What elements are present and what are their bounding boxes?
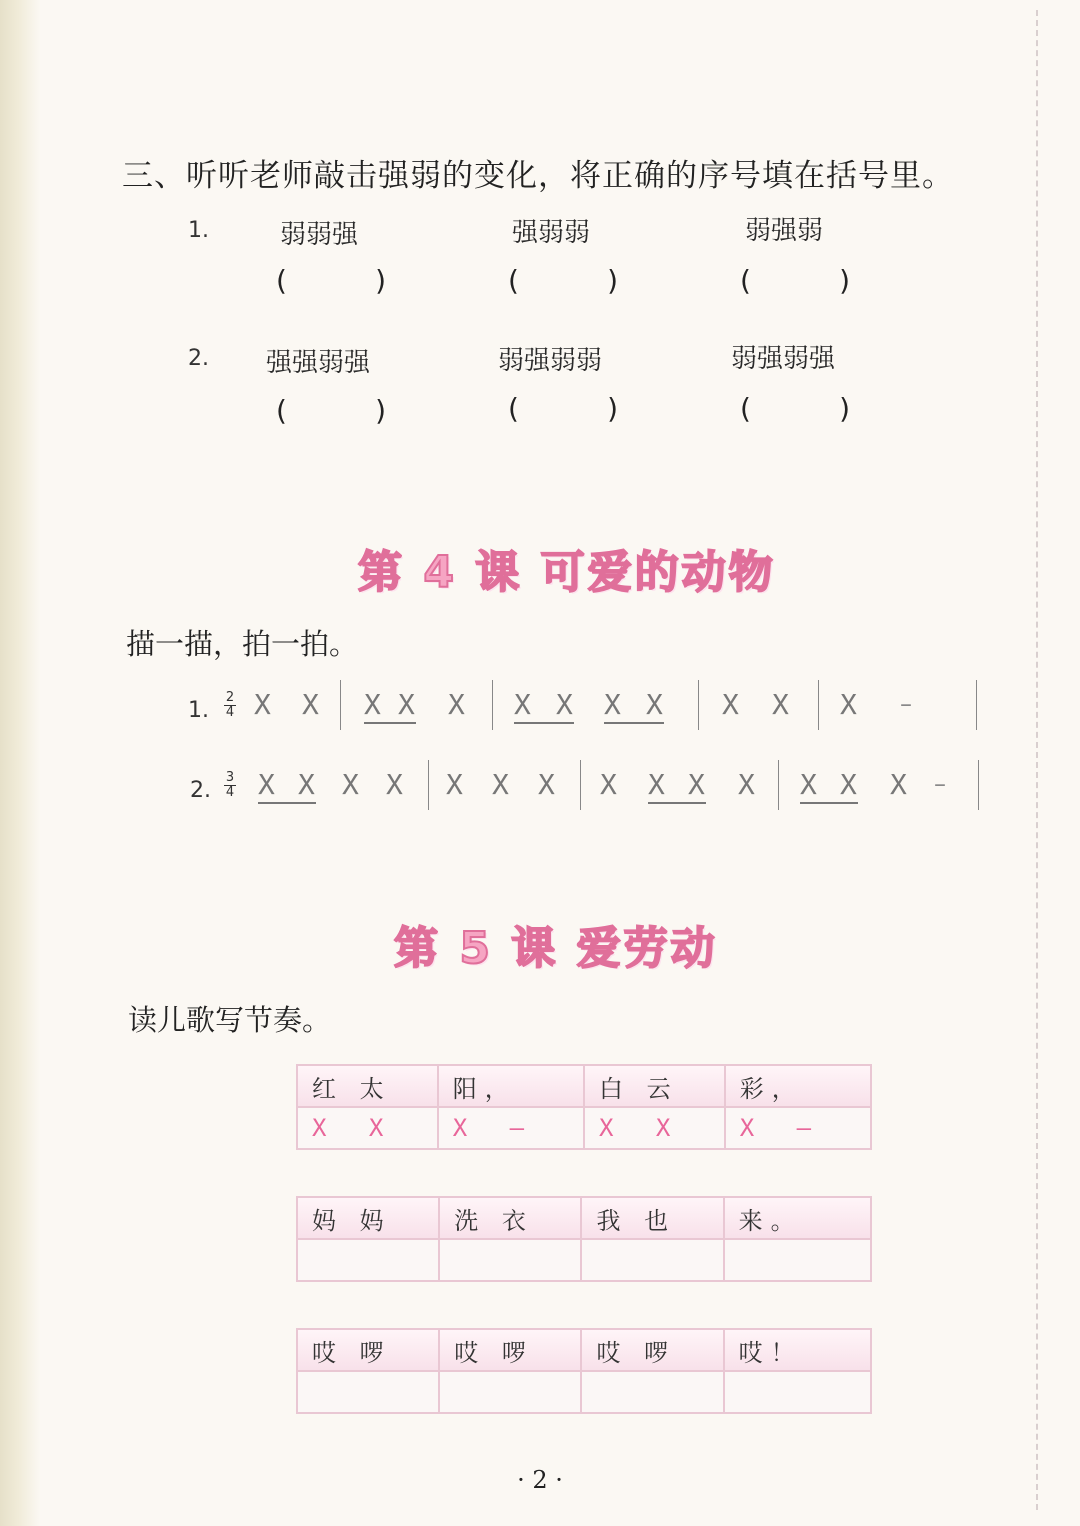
lyric-cell: 红 太 [297,1065,438,1107]
instruction: 描一描，拍一拍。 [126,627,359,661]
barline [978,760,979,810]
rhythm-note: X [556,688,573,721]
barline [976,680,977,730]
answer-blank[interactable]: ( ) [508,264,618,297]
answer-blank[interactable]: ( ) [740,264,850,297]
lyrics-rhythm-table [296,1196,872,1282]
rhythm-note: X [772,688,789,721]
beam [800,802,858,804]
lyric-cell: 来。 [724,1197,871,1239]
barline [340,680,341,730]
rhythm-note: X [604,688,621,721]
instruction: 读儿歌写节奏。 [128,1003,332,1037]
beam [604,722,664,724]
choice-text: 弱弱强 [280,220,359,250]
beam [514,722,574,724]
barline [428,760,429,810]
page-number: · 2 · [517,1466,563,1494]
rhythm-cell: X – [725,1107,871,1149]
rhythm-note: X [600,768,617,801]
time-signature: 3 4 [225,770,235,800]
rhythm-note: X [648,768,665,801]
beam [364,722,416,724]
hold-dash: – [900,690,912,718]
rhythm-note: X [492,768,509,801]
answer-blank[interactable]: ( ) [508,392,618,425]
rhythm-note: X [298,768,315,801]
rhythm-row-number: 2. [190,778,211,803]
rhythm-answer-cell[interactable] [439,1239,581,1281]
page-binding-edge [0,0,40,1526]
rhythm-answer-cell[interactable] [581,1239,723,1281]
lyrics-rhythm-table [296,1328,872,1414]
time-signature: 2 4 [225,690,235,720]
rhythm-cell: X X [584,1107,725,1149]
rhythm-note: X [800,768,817,801]
lyric-cell: 哎 啰 [439,1329,581,1371]
rhythm-note: X [398,688,415,721]
choice-text: 强强弱强 [266,348,371,378]
section-heading: 三、听听老师敲击强弱的变化，将正确的序号填在括号里。 [122,158,954,194]
barline [492,680,493,730]
barline [778,760,779,810]
lyric-cell: 洗 衣 [439,1197,581,1239]
rhythm-answer-cell[interactable] [581,1371,723,1413]
rhythm-note: X [446,768,463,801]
answer-blank[interactable]: ( ) [276,264,386,297]
lesson-title: 第 4 课 可爱的动物 [358,547,776,598]
question-number: 1. [188,218,209,243]
rhythm-answer-cell[interactable] [724,1371,871,1413]
rhythm-note: X [342,768,359,801]
barline [818,680,819,730]
rhythm-cell: X – [438,1107,584,1149]
rhythm-note: X [514,688,531,721]
beam [258,802,316,804]
lyric-cell: 白 云 [584,1065,725,1107]
choice-text: 强弱弱 [512,218,591,248]
question-number: 2. [188,346,209,371]
lyric-cell: 妈 妈 [297,1197,439,1239]
lyric-cell: 我 也 [581,1197,723,1239]
lyric-cell: 哎 啰 [297,1329,439,1371]
rhythm-cell: X X [297,1107,438,1149]
choice-text: 弱强弱弱 [498,346,603,376]
lyric-cell: 彩， [725,1065,871,1107]
hold-dash: – [934,770,946,798]
lyric-cell: 哎！ [724,1329,871,1371]
rhythm-note: X [254,688,271,721]
beam [648,802,706,804]
rhythm-note: X [538,768,555,801]
rhythm-note: X [738,768,755,801]
lesson-title: 第 5 课 爱劳动 [394,923,718,974]
rhythm-note: X [646,688,663,721]
cut-line [1036,10,1038,1510]
rhythm-note: X [688,768,705,801]
rhythm-note: X [890,768,907,801]
rhythm-row-number: 1. [188,698,209,723]
lyric-cell: 阳， [438,1065,584,1107]
rhythm-answer-cell[interactable] [297,1371,439,1413]
barline [698,680,699,730]
answer-blank[interactable]: ( ) [740,392,850,425]
choice-text: 弱强弱 [745,216,824,246]
rhythm-note: X [840,768,857,801]
choice-text: 弱强弱强 [731,344,836,374]
answer-blank[interactable]: ( ) [276,394,386,427]
rhythm-note: X [448,688,465,721]
rhythm-note: X [722,688,739,721]
rhythm-answer-cell[interactable] [297,1239,439,1281]
rhythm-note: X [364,688,381,721]
rhythm-note: X [258,768,275,801]
rhythm-note: X [302,688,319,721]
lyric-cell: 哎 啰 [581,1329,723,1371]
barline [580,760,581,810]
rhythm-answer-cell[interactable] [439,1371,581,1413]
rhythm-answer-cell[interactable] [724,1239,871,1281]
rhythm-note: X [386,768,403,801]
rhythm-note: X [840,688,857,721]
lyrics-rhythm-table [296,1064,872,1150]
